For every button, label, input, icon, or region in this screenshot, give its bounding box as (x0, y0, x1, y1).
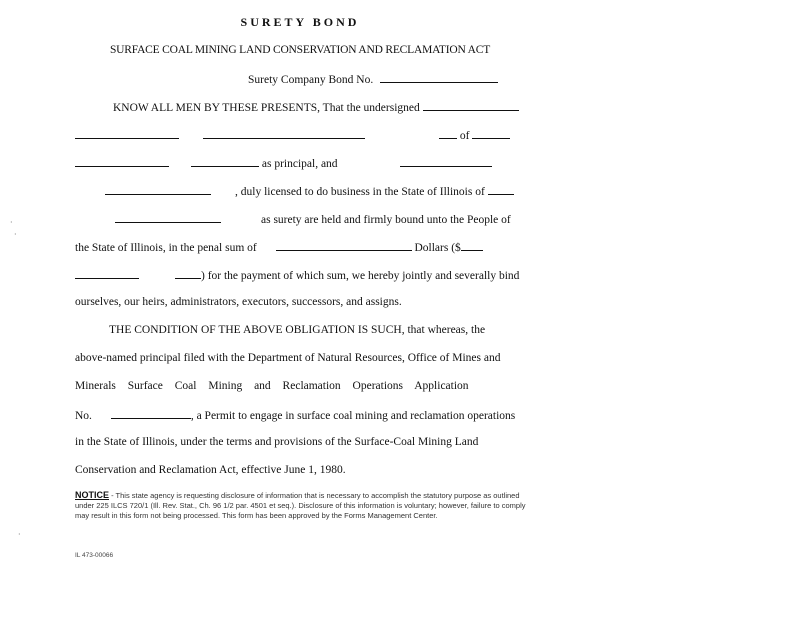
scan-speck-mark: · (10, 218, 13, 227)
bond-number-label: Surety Company Bond No. (248, 74, 374, 86)
payment-text: ) for the payment of which sum, we hereby jointly and severally bind (201, 270, 520, 282)
notice-text: - This state agency is requesting disclosure of information that is necessary to accomplish the statutory purpose as outlined under 225 ILCS 720/1 (Ill. Rev. Stat., Ch. 96 1/2 par. 4501 et seq.). Disclosure of this information is voluntary; however, failure to comply may result in this form not being processed. This form has been approved by the Forms Management Center. (75, 491, 526, 520)
permit-text: , a Permit to engage in surface coal mining and reclamation operations (190, 410, 516, 422)
amount-blank-a (75, 268, 139, 279)
duly-licensed-text: , duly licensed to do business in the State of Illinois of (235, 186, 485, 198)
address-blank-a (75, 156, 169, 167)
surety-state-blank (488, 184, 514, 195)
heirs-text: ourselves, our heirs, administrators, executors, successors, and assigns. (75, 296, 402, 308)
whereas-text: that whereas, the (407, 324, 486, 336)
act-effective-text: Conservation and Reclamation Act, effective June 1, 1980. (75, 464, 346, 476)
state-terms-text: in the State of Illinois, under the terms and provisions of the Surface-Coal Mining Land (75, 436, 479, 448)
bond-number-blank (380, 72, 498, 83)
body-line-4 (75, 184, 531, 198)
document-subtitle: SURFACE COAL MINING LAND CONSERVATION AND RECLAMATION ACT (109, 44, 491, 56)
body-line-7 (75, 268, 531, 282)
bond-number-line (248, 72, 498, 86)
body-line-2 (75, 128, 531, 142)
body-line-5 (75, 212, 531, 226)
amount-blank-b (175, 268, 201, 279)
address-blank-b (191, 156, 259, 167)
penal-sum-words-blank (276, 240, 412, 251)
principal-blank-a (75, 128, 179, 139)
body-line-11 (75, 380, 531, 392)
penal-sum-amount-blank (461, 240, 483, 251)
application-number-blank (111, 408, 191, 419)
as-principal-text: as principal, and (261, 158, 338, 170)
as-surety-text: as surety are held and firmly bound unto the People of (261, 214, 511, 226)
body-line-1 (75, 100, 531, 114)
minerals-text: Minerals Surface Coal Mining and Reclamation Operations Application (75, 380, 469, 392)
surety-name-blank (400, 156, 492, 167)
body-line-3 (75, 156, 531, 170)
body-line-13 (75, 436, 531, 448)
know-all-men-text: KNOW ALL MEN BY THESE PRESENTS, (113, 102, 321, 114)
no-label: No. (75, 410, 92, 422)
document-title: SURETY BOND (240, 15, 360, 29)
body-line-6 (75, 240, 531, 254)
notice-block (75, 490, 533, 521)
body-line-14 (75, 464, 531, 476)
of-text: of (459, 130, 470, 142)
surety-blank-b (115, 212, 221, 223)
principal-name-blank (423, 100, 519, 111)
principal-blank-c (439, 128, 457, 139)
dollars-text: Dollars ($ (414, 242, 461, 254)
condition-text: THE CONDITION OF THE ABOVE OBLIGATION IS SUCH, (109, 324, 405, 336)
body-line-9 (75, 324, 531, 336)
body-line-8 (75, 296, 531, 308)
above-named-text: above-named principal filed with the Department of Natural Resources, Office of Mines and (75, 352, 501, 364)
surety-blank-a (105, 184, 211, 195)
undersigned-text: That the undersigned (320, 102, 420, 114)
notice-label: NOTICE (75, 490, 110, 500)
scan-speck-mark: · (18, 530, 21, 539)
principal-address-blank (472, 128, 510, 139)
scan-speck-mark: · (14, 230, 17, 239)
form-number: IL 473-00066 (75, 552, 114, 559)
body-line-10 (75, 352, 531, 364)
penal-sum-text: the State of Illinois, in the penal sum of (75, 242, 257, 254)
body-line-12 (75, 408, 531, 422)
principal-blank-b (203, 128, 365, 139)
